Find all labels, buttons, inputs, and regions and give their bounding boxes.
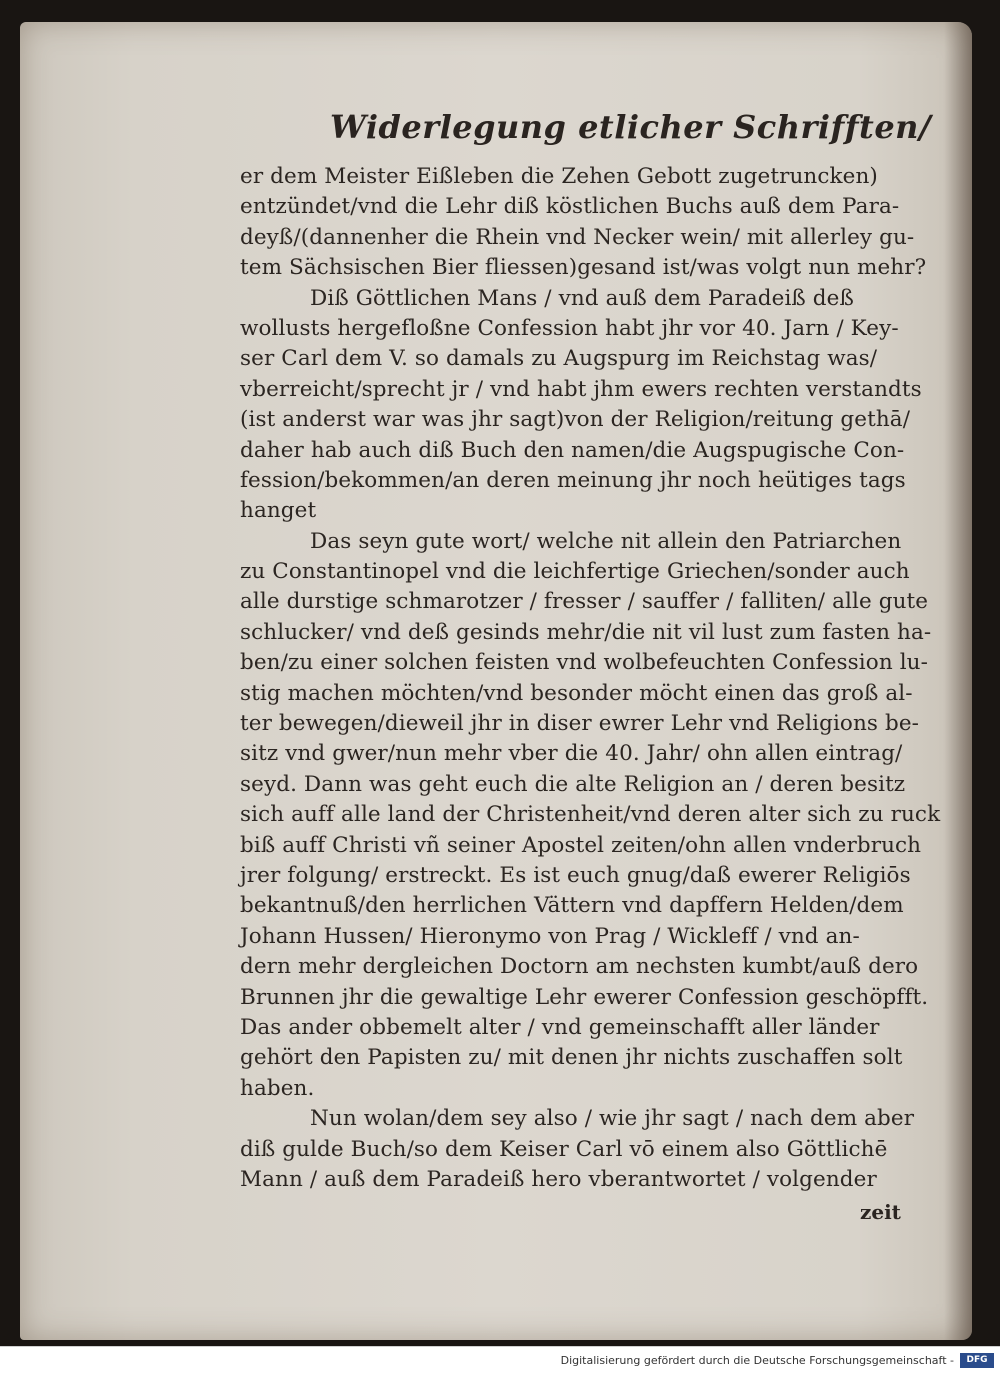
text-line: Nun wolan/dem sey also / wie jhr sagt / nach dem aber — [310, 1106, 915, 1132]
text-line: wollusts hergefloßne Confession habt jhr vor 40. Jarn / Key- — [240, 315, 899, 341]
text-line: entzündet/vnd die Lehr diß köstlichen Buchs auß dem Para- — [240, 194, 900, 220]
text-line: vberreicht/sprecht jr / vnd habt jhm ewers rechten verstandts — [240, 376, 922, 402]
text-line: seyd. Dann was geht euch die alte Religion an / deren besitz — [240, 771, 906, 797]
text-line: ben/zu einer solchen feisten vnd wolbefeuchten Confession lu- — [240, 650, 928, 676]
text-line: alle durstige schmarotzer / fresser / sauffer / falliten/ alle gute — [240, 589, 929, 615]
text-line: Das seyn gute wort/ welche nit allein den Patriarchen — [310, 528, 902, 554]
text-line: ter bewegen/dieweil jhr in diser ewrer Lehr vnd Religions be- — [240, 711, 920, 737]
text-line: ser Carl dem V. so damals zu Augspurg im Reichstag was/ — [240, 346, 878, 372]
text-line: Mann / auß dem Paradeiß hero vberantwortet / volgender — [240, 1166, 877, 1192]
text-line: er dem Meister Eißleben die Zehen Gebott zugetruncken) — [240, 164, 878, 189]
text-line: jrer folgung/ erstreckt. Es ist euch gnug/daß ewerer Religiōs — [240, 862, 911, 888]
funding-credit: Digitalisierung gefördert durch die Deutsche Forschungsgemeinschaft - — [560, 1354, 954, 1367]
text-line: sich auff alle land der Christenheit/vnd deren alter sich zu ruck — [240, 802, 941, 828]
catchword: zeit — [860, 1200, 901, 1224]
dfg-logo: DFG — [960, 1353, 994, 1368]
text-line: tem Sächsischen Bier fliessen)gesand ist/was volgt nun mehr? — [240, 255, 927, 281]
text-line: diß gulde Buch/so dem Keiser Carl vō einem also Göttlichē — [240, 1136, 888, 1162]
text-line: Das ander obbemelt alter / vnd gemeinschafft aller länder — [240, 1014, 880, 1040]
text-line: sitz vnd gwer/nun mehr vber die 40. Jahr/ ohn allen eintrag/ — [240, 741, 903, 767]
text-line: bekantnuß/den herrlichen Vättern vnd dapffern Helden/dem — [240, 893, 904, 919]
text-line: dern mehr dergleichen Doctorn am nechsten kumbt/auß dero — [240, 954, 919, 980]
text-line: stig machen möchten/vnd besonder möcht einen das groß al- — [240, 680, 913, 706]
text-line: fession/bekommen/an deren meinung jhr noch heütiges tags — [240, 467, 906, 493]
text-line: gehört den Papisten zu/ mit denen jhr nichts zuschaffen solt — [240, 1045, 903, 1071]
footer-bar — [0, 1346, 1000, 1374]
text-line: Johann Hussen/ Hieronymo von Prag / Wickleff / vnd an- — [240, 923, 860, 949]
text-line: Brunnen jhr die gewaltige Lehr ewerer Confession geschöpfft. — [240, 984, 929, 1010]
text-line: schlucker/ vnd deß gesinds mehr/die nit vil lust zum fasten ha- — [240, 619, 932, 645]
text-line: hanget — [240, 498, 317, 524]
text-line: Diß Göttlichen Mans / vnd auß dem Paradeiß deß — [310, 285, 854, 311]
text-line: zu Constantinopel vnd die leichfertige Griechen/sonder auch — [240, 559, 910, 585]
text-line: (ist anderst war was jhr sagt)von der Religion/reitung gethā/ — [240, 407, 911, 433]
text-line: biß auff Christi vñ seiner Apostel zeiten/ohn allen vnderbruch — [240, 832, 922, 858]
text-line: deyß/(dannenher die Rhein vnd Necker wein/ mit allerley gu- — [240, 224, 915, 250]
text-line: haben. — [240, 1075, 315, 1101]
body-text — [240, 162, 941, 1195]
text-line: daher hab auch diß Buch den namen/die Augspugische Con- — [240, 437, 905, 463]
running-header: Widerlegung etlicher Schrifften/ — [330, 108, 932, 146]
